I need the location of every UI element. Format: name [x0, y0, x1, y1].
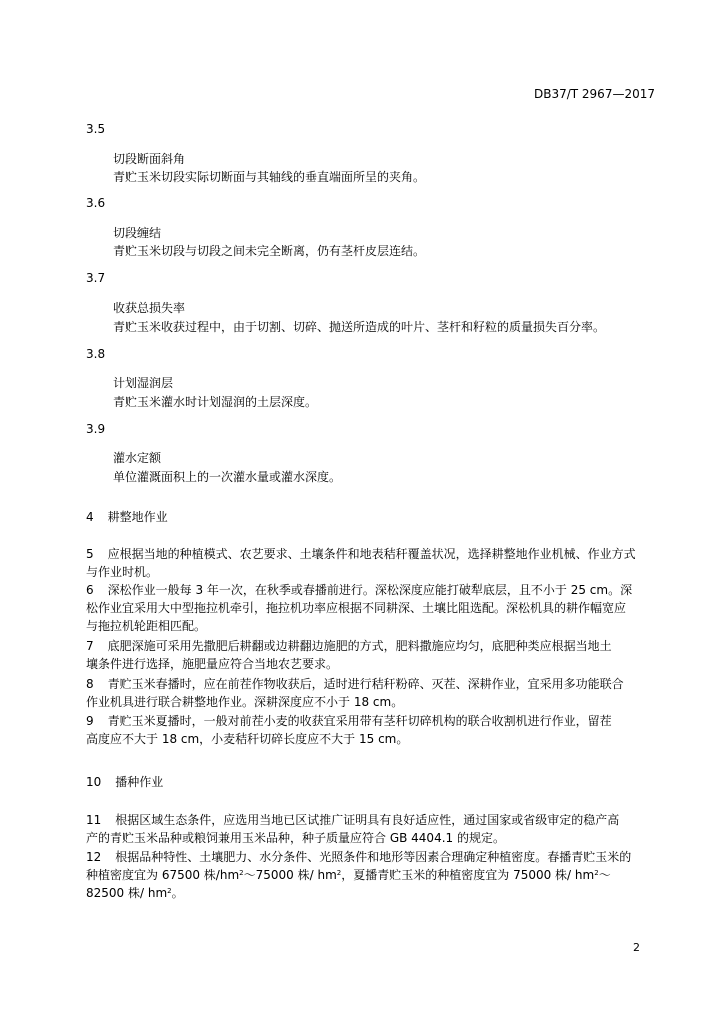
clause-line: 作业机具进行联合耕整地作业。深耕深度应不小于 18 cm。 — [86, 695, 404, 709]
standard-code: DB37/T 2967—2017 — [533, 87, 655, 101]
page-number: 2 — [633, 941, 640, 954]
clause-line: 产的青贮玉米品种或粮饲兼用玉米品种，种子质量应符合 GB 4404.1 的规定。 — [86, 831, 505, 845]
term-title: 灌水定额 — [113, 451, 162, 465]
clause-5 — [86, 545, 656, 581]
superscript: 2 — [167, 887, 172, 895]
clause-line — [86, 866, 656, 884]
clause-line: 底肥深施可采用先撒肥后耕翻或边耕翻边施肥的方式，肥料撒施应均匀，底肥种类应根据当地土 — [107, 639, 612, 653]
clause-number: 5 — [86, 547, 94, 561]
superscript: 2 — [336, 869, 342, 877]
section-number: 3.8 — [86, 347, 106, 361]
clause-9 — [86, 712, 656, 748]
clause-number: 6 — [86, 583, 94, 597]
section-number: 3.7 — [86, 271, 106, 285]
clause-line: 应根据当地的种植模式、农艺要求、土壤条件和地表秸秆覆盖状况，选择耕整地作业机械、作业方式 — [107, 547, 636, 561]
clause-number: 8 — [86, 677, 94, 691]
section-heading-title: 耕整地作业 — [107, 510, 168, 524]
section-heading — [86, 508, 168, 525]
clause-text: ，夏播青贮玉米的种植密度宜为 75000 株/ hm — [341, 868, 595, 882]
clause-line: 与拖拉机轮距相匹配。 — [86, 619, 207, 633]
clause-text: 种植密度宜为 67500 株/hm — [86, 868, 240, 882]
section-number: 3.6 — [86, 196, 106, 210]
term-title: 计划湿润层 — [113, 376, 174, 390]
term-definition: 青贮玉米切段实际切断面与其轴线的垂直端面所呈的夹角。 — [113, 170, 426, 184]
section-heading-number: 10 — [86, 775, 102, 789]
clause-text: 。 — [171, 886, 184, 900]
clause-11 — [86, 811, 656, 847]
clause-number: 11 — [86, 813, 102, 827]
clause-line: 高度应不大于 18 cm，小麦秸秆切碎长度应不大于 15 cm。 — [86, 732, 409, 746]
clause-number: 7 — [86, 639, 94, 653]
superscript: 2 — [239, 869, 244, 877]
clause-line: 青贮玉米夏播时，一般对前茬小麦的收获宜采用带有茎秆切碎机构的联合收割机进行作业，留茬 — [107, 714, 612, 728]
section-number: 3.5 — [86, 122, 106, 136]
clause-line: 松作业宜采用大中型拖拉机牵引，拖拉机功率应根据不同耕深、土壤比阻选配。深松机具的耕作幅宽应 — [86, 601, 627, 615]
term-title: 收获总损失率 — [113, 301, 186, 315]
clause-7 — [86, 637, 656, 673]
term-title: 切段断面斜角 — [113, 152, 186, 166]
clause-text: ～ — [598, 868, 611, 882]
clause-line: 青贮玉米春播时，应在前茬作物收获后，适时进行秸秆粉碎、灭茬、深耕作业，宜采用多功能联合 — [107, 677, 624, 691]
term-definition: 青贮玉米灌水时计划湿润的土层深度。 — [113, 395, 318, 409]
superscript: 2 — [594, 869, 599, 877]
section-heading-number: 4 — [86, 510, 94, 524]
clause-8 — [86, 675, 656, 711]
clause-line: 壤条件进行选择，施肥量应符合当地农艺要求。 — [86, 657, 339, 671]
term-title: 切段缠结 — [113, 226, 162, 240]
clause-number: 9 — [86, 714, 94, 728]
term-definition: 青贮玉米收获过程中，由于切割、切碎、抛送所造成的叶片、茎杆和籽粒的质量损失百分率。 — [113, 320, 606, 334]
clause-number: 12 — [86, 850, 102, 864]
clause-line: 根据区域生态条件，应选用当地已区试推广证明具有良好适应性，通过国家或省级审定的稳产高 — [115, 813, 620, 827]
clause-line: 与作业时机。 — [86, 565, 159, 579]
clause-text: 82500 株/ hm — [86, 886, 168, 900]
term-definition: 青贮玉米切段与切段之间未完全断离，仍有茎杆皮层连结。 — [113, 244, 426, 258]
clause-line — [86, 884, 656, 902]
clause-12 — [86, 848, 656, 902]
clause-line: 深松作业一般每 3 年一次，在秋季或春播前进行。深松深度应能打破犁底层，且不小于 25 cm。深 — [107, 583, 633, 597]
clause-line: 根据品种特性、土壤肥力、水分条件、光照条件和地形等因素合理确定种植密度。春播青贮玉米的 — [115, 850, 632, 864]
clause-text: ～75000 株/ hm — [243, 868, 337, 882]
section-heading-title: 播种作业 — [115, 775, 164, 789]
section-number: 3.9 — [86, 422, 106, 436]
term-definition: 单位灌溉面积上的一次灌水量或灌水深度。 — [113, 470, 342, 484]
section-heading — [86, 773, 163, 790]
clause-6 — [86, 581, 656, 635]
